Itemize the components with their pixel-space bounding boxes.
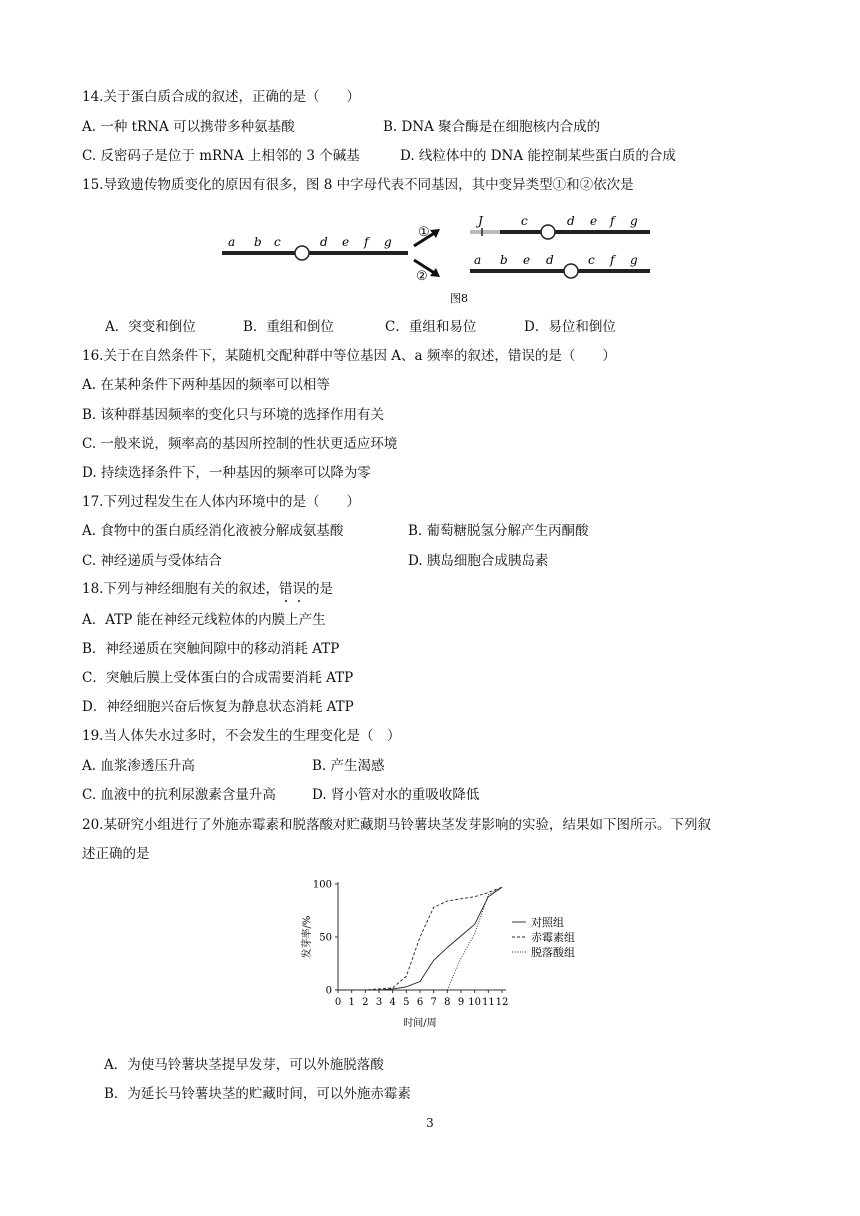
q14-option-d: D. 线粒体中的 DNA 能控制某些蛋白质的合成 bbox=[400, 148, 676, 164]
q15-option-a: A．突变和倒位 bbox=[105, 319, 196, 335]
marker-2: ② bbox=[416, 269, 428, 284]
x-tick-label: 1 bbox=[348, 997, 355, 1008]
original-gene-4: e bbox=[342, 235, 350, 249]
original-gene-1: b bbox=[254, 235, 262, 249]
q14-stem: 14.关于蛋白质合成的叙述，正确的是（ ） bbox=[82, 89, 360, 105]
series-line-1 bbox=[338, 887, 502, 990]
result2-gene-1: b bbox=[500, 253, 508, 267]
q20-option-a: A．为使马铃薯块茎提早发芽，可以外施脱落酸 bbox=[104, 1057, 384, 1073]
x-tick-label: 9 bbox=[457, 997, 465, 1008]
q16-option-b: B. 该种群基因频率的变化只与环境的选择作用有关 bbox=[82, 407, 385, 423]
marker-1: ① bbox=[418, 225, 430, 240]
result2-gene-2: e bbox=[523, 253, 531, 267]
q15-option-d: D．易位和倒位 bbox=[524, 319, 616, 335]
original-gene-6: g bbox=[384, 235, 392, 249]
x-tick-label: 5 bbox=[403, 997, 410, 1008]
y-axis-label: 发芽率/% bbox=[302, 915, 313, 959]
q16-option-c: C. 一般来说，频率高的基因所控制的性状更适应环境 bbox=[82, 436, 398, 452]
q15-figure bbox=[210, 208, 660, 306]
y-tick-label: 100 bbox=[312, 879, 332, 891]
q18-emphasis-2: 误 bbox=[292, 581, 306, 597]
result2-gene-3: d bbox=[546, 253, 554, 267]
q18-stem bbox=[82, 580, 333, 598]
q18-stem-post: 的是 bbox=[305, 581, 333, 597]
q18-option-a: A．ATP 能在神经元线粒体的内膜上产生 bbox=[82, 612, 326, 628]
q18-stem-pre: 18.下列与神经细胞有关的叙述， bbox=[82, 581, 279, 597]
x-tick-label: 7 bbox=[430, 997, 437, 1008]
q18-emphasis-1: 错 bbox=[278, 581, 293, 597]
q16-option-a: A. 在某种条件下两种基因的频率可以相等 bbox=[82, 377, 330, 393]
q19-option-c: C. 血液中的抗利尿激素含量升高 bbox=[82, 787, 276, 803]
figure-caption: 图8 bbox=[450, 292, 468, 305]
original-gene-0: a bbox=[228, 235, 236, 249]
result2-gene-0: a bbox=[474, 253, 482, 267]
result1-gene-3: e bbox=[590, 214, 598, 228]
q14-option-a: A. 一种 tRNA 可以携带多种氨基酸 bbox=[82, 119, 295, 135]
result1-gene-1: c bbox=[521, 214, 528, 228]
result1-gene-4: f bbox=[610, 214, 615, 228]
legend-label-0: 对照组 bbox=[531, 916, 564, 929]
q18-option-d: D．神经细胞兴奋后恢复为静息状态消耗 ATP bbox=[82, 699, 354, 715]
legend-label-1: 赤霉素组 bbox=[531, 931, 575, 944]
q16-option-d: D. 持续选择条件下，一种基因的频率可以降为零 bbox=[82, 465, 371, 481]
original-gene-2: c bbox=[274, 235, 281, 249]
x-tick-label: 11 bbox=[481, 997, 495, 1008]
x-tick-label: 8 bbox=[444, 997, 451, 1008]
x-tick-label: 6 bbox=[416, 997, 424, 1008]
result2-gene-4: c bbox=[588, 253, 595, 267]
result1-gene-0: J bbox=[478, 214, 483, 228]
q18-option-b: B．神经递质在突触间隙中的移动消耗 ATP bbox=[82, 641, 340, 657]
x-tick-label: 4 bbox=[389, 997, 396, 1008]
result2-gene-6: g bbox=[630, 253, 638, 267]
x-tick-label: 0 bbox=[334, 997, 342, 1008]
q19-stem: 19.当人体失水过多时，不会发生的生理变化是（ ） bbox=[82, 728, 401, 744]
q14-option-b: B. DNA 聚合酶是在细胞核内合成的 bbox=[383, 119, 601, 135]
q19-option-b: B. 产生渴感 bbox=[312, 758, 385, 774]
q17-option-d: D. 胰岛细胞合成胰岛素 bbox=[408, 553, 549, 569]
q15-option-c: C．重组和易位 bbox=[385, 319, 477, 335]
q15-stem: 15.导致遗传物质变化的原因有很多，图 8 中字母代表不同基因，其中变异类型①和②依次是 bbox=[82, 177, 634, 193]
q19-option-d: D. 肾小管对水的重吸收降低 bbox=[312, 787, 480, 803]
original-gene-5: f bbox=[364, 235, 369, 249]
sprouting-rate-chart bbox=[290, 872, 600, 1038]
q17-option-b: B. 葡萄糖脱氢分解产生丙酮酸 bbox=[408, 523, 589, 539]
x-axis-label: 时间/周 bbox=[403, 1018, 437, 1029]
result1-gene-2: d bbox=[567, 214, 575, 228]
x-tick-label: 3 bbox=[375, 997, 383, 1008]
q14-option-c: C. 反密码子是位于 mRNA 上相邻的 3 个碱基 bbox=[82, 148, 360, 164]
x-tick-label: 12 bbox=[495, 997, 509, 1008]
series-line-2 bbox=[338, 887, 502, 990]
series-line-0 bbox=[338, 887, 502, 990]
q15-option-b: B．重组和倒位 bbox=[243, 319, 334, 335]
q16-stem: 16.关于在自然条件下，某随机交配种群中等位基因 A、a 频率的叙述，错误的是（ ） bbox=[82, 348, 616, 364]
q17-option-a: A. 食物中的蛋白质经消化液被分解成氨基酸 bbox=[82, 523, 344, 539]
x-tick-label: 10 bbox=[468, 997, 482, 1008]
q20-stem-line2: 述正确的是 bbox=[82, 846, 150, 862]
original-gene-3: d bbox=[320, 235, 328, 249]
q17-stem: 17.下列过程发生在人体内环境中的是（ ） bbox=[82, 494, 360, 510]
x-tick-label: 2 bbox=[362, 997, 369, 1008]
q20-option-b: B．为延长马铃薯块茎的贮藏时间，可以外施赤霉素 bbox=[104, 1086, 411, 1102]
result1-gene-5: g bbox=[630, 214, 638, 228]
y-tick-label: 50 bbox=[319, 932, 332, 944]
result2-gene-5: f bbox=[610, 253, 615, 267]
page-number: 3 bbox=[426, 1116, 434, 1130]
q20-stem-line1: 20.某研究小组进行了外施赤霉素和脱落酸对贮藏期马铃薯块茎发芽影响的实验，结果如下图所示。下列叙 bbox=[82, 817, 711, 833]
legend-label-2: 脱落酸组 bbox=[531, 946, 575, 959]
q18-option-c: C．突触后膜上受体蛋白的合成需要消耗 ATP bbox=[82, 670, 354, 686]
q19-option-a: A. 血浆渗透压升高 bbox=[82, 758, 195, 774]
y-tick-label: 0 bbox=[325, 985, 332, 997]
q17-option-c: C. 神经递质与受体结合 bbox=[82, 553, 222, 569]
